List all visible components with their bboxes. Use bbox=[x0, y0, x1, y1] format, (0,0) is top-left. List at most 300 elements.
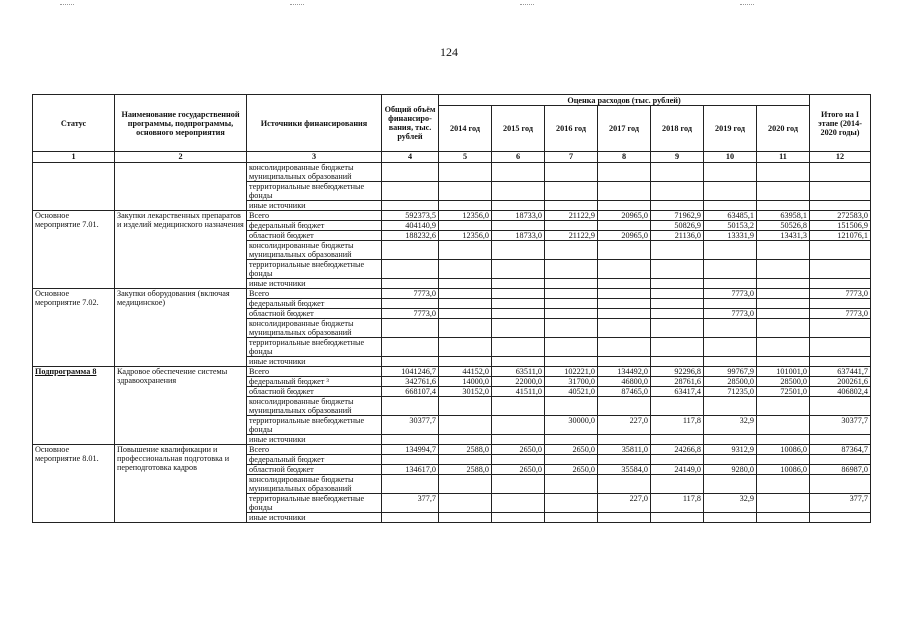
row-year-value: 10086,0 bbox=[757, 465, 810, 475]
row-year-value: 32,9 bbox=[704, 494, 757, 513]
row-total: 188232,6 bbox=[382, 231, 439, 241]
row-year-value bbox=[757, 319, 810, 338]
row-stage-total bbox=[810, 338, 871, 357]
row-year-value bbox=[545, 435, 598, 445]
row-year-value: 22000,0 bbox=[492, 377, 545, 387]
row-year-value: 117,8 bbox=[651, 416, 704, 435]
row-stage-total: 406802,4 bbox=[810, 387, 871, 397]
row-year-value: 63958,1 bbox=[757, 211, 810, 221]
row-year-value: 12356,0 bbox=[439, 231, 492, 241]
row-year-value bbox=[757, 435, 810, 445]
row-source: федеральный бюджет bbox=[247, 299, 382, 309]
row-year-value bbox=[651, 279, 704, 289]
row-program-name: Повышение квалификации и профессиональная подготовка и переподготовка кадров bbox=[115, 445, 247, 523]
row-year-value: 50153,2 bbox=[704, 221, 757, 231]
row-source: территориальные внебюджетные фонды bbox=[247, 260, 382, 279]
row-year-value bbox=[439, 416, 492, 435]
row-year-value bbox=[598, 201, 651, 211]
row-year-value bbox=[492, 357, 545, 367]
row-year-value bbox=[439, 163, 492, 182]
row-stage-total bbox=[810, 319, 871, 338]
row-year-value: 50526,8 bbox=[757, 221, 810, 231]
row-year-value bbox=[704, 319, 757, 338]
header-year: 2019 год bbox=[704, 106, 757, 152]
row-year-value: 14000,0 bbox=[439, 377, 492, 387]
row-year-value: 72501,0 bbox=[757, 387, 810, 397]
table-row bbox=[33, 289, 871, 299]
row-year-value bbox=[757, 475, 810, 494]
row-year-value bbox=[757, 397, 810, 416]
row-year-value: 12356,0 bbox=[439, 211, 492, 221]
row-year-value: 2588,0 bbox=[439, 445, 492, 455]
row-year-value bbox=[492, 182, 545, 201]
row-year-value: 24266,8 bbox=[651, 445, 704, 455]
row-year-value bbox=[598, 279, 651, 289]
row-source: Всего bbox=[247, 289, 382, 299]
row-year-value bbox=[704, 435, 757, 445]
row-year-value: 31700,0 bbox=[545, 377, 598, 387]
column-number: 3 bbox=[247, 152, 382, 163]
row-year-value bbox=[757, 289, 810, 299]
row-year-value: 30152,0 bbox=[439, 387, 492, 397]
column-number: 7 bbox=[545, 152, 598, 163]
row-year-value: 2650,0 bbox=[545, 465, 598, 475]
row-year-value bbox=[704, 513, 757, 523]
row-year-value: 7773,0 bbox=[704, 309, 757, 319]
column-number: 9 bbox=[651, 152, 704, 163]
row-total: 7773,0 bbox=[382, 289, 439, 299]
row-year-value bbox=[492, 201, 545, 211]
row-year-value bbox=[545, 494, 598, 513]
column-number: 1 bbox=[33, 152, 115, 163]
row-year-value: 18733,0 bbox=[492, 231, 545, 241]
row-year-value bbox=[598, 455, 651, 465]
row-stage-total bbox=[810, 260, 871, 279]
row-total: 592373,5 bbox=[382, 211, 439, 221]
row-year-value bbox=[757, 201, 810, 211]
scan-artifact bbox=[740, 4, 754, 8]
row-source: территориальные внебюджетные фонды bbox=[247, 416, 382, 435]
header-name: Наименование государственной программы, подпрограммы, основного мероприятия bbox=[115, 95, 247, 152]
row-year-value bbox=[492, 435, 545, 445]
row-stage-total bbox=[810, 357, 871, 367]
row-year-value: 35811,0 bbox=[598, 445, 651, 455]
row-year-value: 20965,0 bbox=[598, 211, 651, 221]
row-year-value: 46800,0 bbox=[598, 377, 651, 387]
header-year: 2015 год bbox=[492, 106, 545, 152]
row-stage-total bbox=[810, 182, 871, 201]
row-year-value bbox=[704, 201, 757, 211]
row-year-value bbox=[545, 260, 598, 279]
row-status: Основное мероприятие 8.01. bbox=[33, 445, 115, 523]
row-year-value: 21136,0 bbox=[651, 231, 704, 241]
row-year-value bbox=[492, 455, 545, 465]
row-source: иные источники bbox=[247, 201, 382, 211]
row-year-value bbox=[545, 201, 598, 211]
row-year-value bbox=[492, 513, 545, 523]
row-source: Всего bbox=[247, 445, 382, 455]
row-program-name: Закупки оборудования (включая медицинское) bbox=[115, 289, 247, 367]
column-number: 4 bbox=[382, 152, 439, 163]
column-number: 6 bbox=[492, 152, 545, 163]
row-total: 134617,0 bbox=[382, 465, 439, 475]
row-stage-total bbox=[810, 513, 871, 523]
budget-table bbox=[32, 94, 871, 523]
row-year-value bbox=[439, 241, 492, 260]
row-year-value bbox=[704, 475, 757, 494]
row-year-value bbox=[704, 163, 757, 182]
row-year-value: 24149,0 bbox=[651, 465, 704, 475]
row-stage-total bbox=[810, 455, 871, 465]
column-number: 2 bbox=[115, 152, 247, 163]
row-source: Всего bbox=[247, 367, 382, 377]
row-status bbox=[33, 163, 115, 211]
row-stage-total: 637441,7 bbox=[810, 367, 871, 377]
row-stage-total bbox=[810, 163, 871, 182]
header-status: Статус bbox=[33, 95, 115, 152]
row-source: областной бюджет bbox=[247, 231, 382, 241]
row-total: 1041246,7 bbox=[382, 367, 439, 377]
row-stage-total: 151506,9 bbox=[810, 221, 871, 231]
row-year-value bbox=[757, 494, 810, 513]
row-total bbox=[382, 182, 439, 201]
row-year-value bbox=[545, 397, 598, 416]
row-year-value bbox=[492, 309, 545, 319]
row-source: федеральный бюджет ³ bbox=[247, 377, 382, 387]
row-year-value bbox=[492, 260, 545, 279]
row-year-value bbox=[492, 299, 545, 309]
row-year-value bbox=[439, 513, 492, 523]
scan-artifact bbox=[60, 4, 74, 8]
row-year-value: 41511,0 bbox=[492, 387, 545, 397]
row-source: областной бюджет bbox=[247, 465, 382, 475]
row-year-value bbox=[757, 309, 810, 319]
row-stage-total: 7773,0 bbox=[810, 309, 871, 319]
row-year-value bbox=[439, 435, 492, 445]
row-year-value bbox=[545, 357, 598, 367]
row-year-value: 63485,1 bbox=[704, 211, 757, 221]
row-year-value bbox=[757, 163, 810, 182]
row-year-value: 2650,0 bbox=[492, 465, 545, 475]
row-year-value bbox=[704, 397, 757, 416]
row-year-value bbox=[651, 338, 704, 357]
row-year-value bbox=[651, 475, 704, 494]
row-year-value bbox=[598, 241, 651, 260]
row-total bbox=[382, 475, 439, 494]
row-year-value bbox=[545, 319, 598, 338]
row-total bbox=[382, 319, 439, 338]
row-year-value bbox=[492, 338, 545, 357]
table-row bbox=[33, 211, 871, 221]
row-total bbox=[382, 299, 439, 309]
row-stage-total bbox=[810, 397, 871, 416]
row-year-value bbox=[545, 455, 598, 465]
row-year-value: 44152,0 bbox=[439, 367, 492, 377]
row-year-value bbox=[598, 435, 651, 445]
row-year-value bbox=[651, 319, 704, 338]
row-total: 134994,7 bbox=[382, 445, 439, 455]
row-source: консолидированные бюджеты муниципальных образований bbox=[247, 319, 382, 338]
row-year-value bbox=[545, 309, 598, 319]
row-year-value bbox=[439, 299, 492, 309]
row-year-value bbox=[492, 221, 545, 231]
row-total bbox=[382, 260, 439, 279]
header-year: 2020 год bbox=[757, 106, 810, 152]
row-source: Всего bbox=[247, 211, 382, 221]
row-stage-total: 7773,0 bbox=[810, 289, 871, 299]
row-year-value bbox=[492, 475, 545, 494]
row-total bbox=[382, 279, 439, 289]
row-total bbox=[382, 241, 439, 260]
row-year-value bbox=[598, 309, 651, 319]
row-year-value bbox=[651, 163, 704, 182]
column-number: 10 bbox=[704, 152, 757, 163]
row-year-value bbox=[439, 397, 492, 416]
row-year-value bbox=[704, 338, 757, 357]
row-year-value: 101001,0 bbox=[757, 367, 810, 377]
row-year-value bbox=[704, 455, 757, 465]
row-year-value: 87465,0 bbox=[598, 387, 651, 397]
row-year-value bbox=[757, 455, 810, 465]
row-year-value: 28500,0 bbox=[757, 377, 810, 387]
row-year-value bbox=[545, 289, 598, 299]
column-number: 5 bbox=[439, 152, 492, 163]
row-year-value: 50826,9 bbox=[651, 221, 704, 231]
row-year-value bbox=[598, 397, 651, 416]
row-year-value: 117,8 bbox=[651, 494, 704, 513]
row-year-value bbox=[757, 357, 810, 367]
row-stage-total: 377,7 bbox=[810, 494, 871, 513]
row-source: консолидированные бюджеты муниципальных образований bbox=[247, 163, 382, 182]
row-year-value bbox=[757, 416, 810, 435]
header-estimate: Оценка расходов (тыс. рублей) bbox=[439, 95, 810, 106]
row-total bbox=[382, 435, 439, 445]
row-stage-total: 272583,0 bbox=[810, 211, 871, 221]
row-total: 30377,7 bbox=[382, 416, 439, 435]
row-year-value bbox=[439, 201, 492, 211]
row-year-value bbox=[439, 182, 492, 201]
row-stage-total bbox=[810, 299, 871, 309]
row-source: территориальные внебюджетные фонды bbox=[247, 338, 382, 357]
row-status: Основное мероприятие 7.02. bbox=[33, 289, 115, 367]
row-source: территориальные внебюджетные фонды bbox=[247, 494, 382, 513]
row-year-value: 227,0 bbox=[598, 416, 651, 435]
row-year-value bbox=[492, 416, 545, 435]
row-stage-total bbox=[810, 475, 871, 494]
row-stage-total bbox=[810, 435, 871, 445]
row-year-value: 21122,9 bbox=[545, 211, 598, 221]
row-year-value bbox=[492, 319, 545, 338]
row-source: федеральный бюджет bbox=[247, 221, 382, 231]
row-year-value: 2588,0 bbox=[439, 465, 492, 475]
row-year-value: 63417,4 bbox=[651, 387, 704, 397]
row-year-value: 99767,9 bbox=[704, 367, 757, 377]
row-year-value bbox=[439, 289, 492, 299]
row-total: 342761,6 bbox=[382, 377, 439, 387]
row-year-value bbox=[492, 163, 545, 182]
row-year-value: 2650,0 bbox=[545, 445, 598, 455]
row-year-value bbox=[757, 182, 810, 201]
row-total bbox=[382, 338, 439, 357]
row-year-value: 28761,6 bbox=[651, 377, 704, 387]
row-source: иные источники bbox=[247, 279, 382, 289]
row-source: территориальные внебюджетные фонды bbox=[247, 182, 382, 201]
row-total: 377,7 bbox=[382, 494, 439, 513]
header-sources: Источники финансирования bbox=[247, 95, 382, 152]
row-total bbox=[382, 455, 439, 465]
row-year-value bbox=[439, 260, 492, 279]
row-year-value: 2650,0 bbox=[492, 445, 545, 455]
row-stage-total bbox=[810, 279, 871, 289]
row-source: консолидированные бюджеты муниципальных образований bbox=[247, 397, 382, 416]
table-row bbox=[33, 367, 871, 377]
row-year-value bbox=[651, 397, 704, 416]
row-source: областной бюджет bbox=[247, 387, 382, 397]
row-year-value: 21122,9 bbox=[545, 231, 598, 241]
row-program-name bbox=[115, 163, 247, 211]
row-year-value bbox=[439, 475, 492, 494]
column-number: 11 bbox=[757, 152, 810, 163]
row-year-value bbox=[757, 299, 810, 309]
row-year-value bbox=[598, 182, 651, 201]
row-year-value: 40521,0 bbox=[545, 387, 598, 397]
row-stage-total: 87364,7 bbox=[810, 445, 871, 455]
row-year-value: 227,0 bbox=[598, 494, 651, 513]
row-year-value: 134492,0 bbox=[598, 367, 651, 377]
row-year-value bbox=[651, 299, 704, 309]
row-year-value: 71962,9 bbox=[651, 211, 704, 221]
row-year-value: 63511,0 bbox=[492, 367, 545, 377]
column-number: 12 bbox=[810, 152, 871, 163]
row-year-value bbox=[545, 299, 598, 309]
header-stage-total: Итого на I этапе (2014-2020 годы) bbox=[810, 95, 871, 152]
row-year-value: 92296,8 bbox=[651, 367, 704, 377]
row-year-value bbox=[439, 279, 492, 289]
row-year-value bbox=[757, 241, 810, 260]
row-source: областной бюджет bbox=[247, 309, 382, 319]
row-total bbox=[382, 397, 439, 416]
header-year: 2014 год bbox=[439, 106, 492, 152]
row-year-value bbox=[651, 241, 704, 260]
row-year-value bbox=[545, 475, 598, 494]
row-year-value bbox=[651, 513, 704, 523]
row-year-value bbox=[651, 357, 704, 367]
row-year-value bbox=[598, 299, 651, 309]
row-program-name: Кадровое обеспечение системы здравоохранения bbox=[115, 367, 247, 445]
table-row bbox=[33, 163, 871, 182]
row-year-value bbox=[598, 163, 651, 182]
row-source: иные источники bbox=[247, 513, 382, 523]
header-year: 2016 год bbox=[545, 106, 598, 152]
column-number-row bbox=[33, 152, 871, 163]
row-year-value bbox=[492, 494, 545, 513]
row-year-value bbox=[704, 357, 757, 367]
row-total bbox=[382, 357, 439, 367]
row-source: консолидированные бюджеты муниципальных образований bbox=[247, 475, 382, 494]
row-year-value bbox=[651, 309, 704, 319]
row-total: 7773,0 bbox=[382, 309, 439, 319]
row-year-value bbox=[545, 221, 598, 231]
table-body bbox=[33, 163, 871, 523]
row-total: 668107,4 bbox=[382, 387, 439, 397]
row-year-value bbox=[492, 289, 545, 299]
row-year-value: 35584,0 bbox=[598, 465, 651, 475]
row-year-value bbox=[651, 201, 704, 211]
row-stage-total: 86987,0 bbox=[810, 465, 871, 475]
row-year-value: 30000,0 bbox=[545, 416, 598, 435]
row-year-value bbox=[598, 513, 651, 523]
row-year-value bbox=[598, 357, 651, 367]
column-number: 8 bbox=[598, 152, 651, 163]
row-stage-total bbox=[810, 201, 871, 211]
scan-artifact bbox=[520, 4, 534, 8]
row-year-value bbox=[651, 455, 704, 465]
row-year-value bbox=[545, 513, 598, 523]
row-year-value bbox=[439, 494, 492, 513]
row-stage-total bbox=[810, 241, 871, 260]
scan-artifact bbox=[290, 4, 304, 8]
row-year-value bbox=[439, 319, 492, 338]
row-year-value bbox=[704, 182, 757, 201]
header-total: Общий объём финансиро-вания, тыс. рублей bbox=[382, 95, 439, 152]
row-year-value bbox=[439, 357, 492, 367]
row-source: консолидированные бюджеты муниципальных образований bbox=[247, 241, 382, 260]
row-status: Подпрограмма 8 bbox=[33, 367, 115, 445]
table-row bbox=[33, 445, 871, 455]
row-year-value bbox=[439, 455, 492, 465]
row-year-value bbox=[651, 260, 704, 279]
row-year-value bbox=[704, 241, 757, 260]
row-year-value bbox=[545, 241, 598, 260]
row-year-value: 13331,9 bbox=[704, 231, 757, 241]
row-year-value bbox=[598, 475, 651, 494]
page-number: 124 bbox=[440, 45, 458, 59]
row-year-value: 32,9 bbox=[704, 416, 757, 435]
row-year-value: 9280,0 bbox=[704, 465, 757, 475]
row-year-value: 7773,0 bbox=[704, 289, 757, 299]
row-stage-total: 200261,6 bbox=[810, 377, 871, 387]
row-source: иные источники bbox=[247, 435, 382, 445]
row-year-value bbox=[651, 289, 704, 299]
row-year-value bbox=[704, 279, 757, 289]
row-year-value: 71235,0 bbox=[704, 387, 757, 397]
row-status: Основное мероприятие 7.01. bbox=[33, 211, 115, 289]
row-year-value bbox=[545, 279, 598, 289]
row-total bbox=[382, 201, 439, 211]
row-year-value bbox=[492, 397, 545, 416]
row-year-value: 20965,0 bbox=[598, 231, 651, 241]
row-year-value: 28500,0 bbox=[704, 377, 757, 387]
row-year-value bbox=[439, 309, 492, 319]
row-year-value bbox=[704, 260, 757, 279]
row-year-value bbox=[598, 260, 651, 279]
row-year-value: 10086,0 bbox=[757, 445, 810, 455]
row-stage-total: 121076,1 bbox=[810, 231, 871, 241]
row-stage-total: 30377,7 bbox=[810, 416, 871, 435]
row-year-value: 18733,0 bbox=[492, 211, 545, 221]
row-year-value bbox=[704, 299, 757, 309]
row-year-value bbox=[439, 221, 492, 231]
row-year-value bbox=[757, 513, 810, 523]
row-year-value bbox=[545, 338, 598, 357]
row-year-value bbox=[757, 338, 810, 357]
row-year-value bbox=[545, 182, 598, 201]
row-year-value bbox=[757, 279, 810, 289]
header-year: 2017 год bbox=[598, 106, 651, 152]
row-year-value bbox=[545, 163, 598, 182]
row-source: иные источники bbox=[247, 357, 382, 367]
header-year: 2018 год bbox=[651, 106, 704, 152]
